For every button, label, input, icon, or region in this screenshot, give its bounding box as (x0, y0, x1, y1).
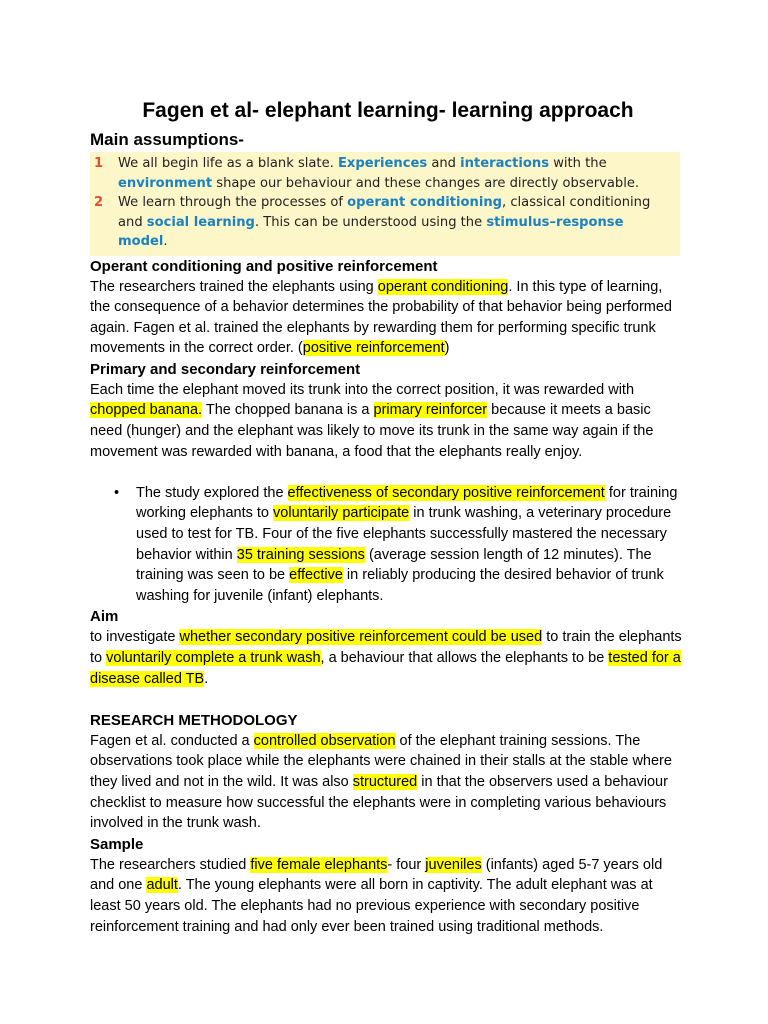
methodology-paragraph (90, 731, 682, 834)
assumption-text-part: We learn through the processes of (118, 195, 348, 210)
text-run: . In this type of learning, the consequence of a behavior determines the probability of that behavior being performed again. Fagen et al. trained the elephants by rewarding them for performing specific trunk movements in the correct order. ( (90, 278, 672, 357)
assumption-text-part: We all begin life as a blank slate. (118, 156, 338, 171)
main-assumptions-heading: Main assumptions- (90, 130, 244, 149)
text-run: . (204, 670, 209, 687)
text-run: (infants) aged 5-7 years old and one (90, 856, 663, 894)
assumption-text-part: , classical conditioning and (118, 195, 651, 230)
text-run: to train the elephants to (90, 629, 682, 666)
assumption-text-part: shape our behaviour and these changes are directly observable. (212, 175, 640, 191)
assumption-keyword: operant conditioning (347, 195, 503, 210)
text-run: , a behaviour that allows the elephants to be (320, 650, 609, 666)
text-run: (average session length of 12 minutes). The training was seen to be (136, 546, 652, 584)
highlight-text: tested for a disease called TB (90, 650, 681, 687)
highlight-text: whether secondary positive reinforcement could be used (179, 629, 543, 646)
highlight-text: voluntarily complete a trunk wash (106, 650, 321, 666)
highlight-text: structured (352, 773, 418, 790)
highlight-text: juveniles (425, 856, 482, 873)
highlight-text: operant conditioning (377, 278, 509, 295)
assumption-number: 2 (94, 195, 104, 210)
highlight-text: effectiveness of secondary positive reinforcement (287, 484, 605, 501)
text-run: in that the observers used a behaviour checklist to measure how successful the elephants were in completing various behaviours involved in the trunk wash. (90, 773, 668, 832)
text-run: Fagen et al. conducted a (90, 732, 254, 749)
highlight-text: primary reinforcer (373, 402, 488, 419)
assumption-text-part: and (427, 156, 461, 171)
assumption-text-part: . This can be understood using the (254, 214, 487, 230)
text-run: The chopped banana is a (202, 402, 374, 419)
highlight-text: adult (146, 877, 178, 894)
text-run: to investigate (90, 629, 180, 646)
assumption-number: 1 (94, 156, 104, 171)
text-run: - four (387, 856, 426, 873)
list-item (114, 483, 682, 607)
highlight-text: voluntarily participate (273, 505, 410, 522)
paragraph-gap (90, 462, 682, 483)
highlight-text: controlled observation (253, 732, 396, 749)
highlight-text: chopped banana. (90, 402, 203, 419)
highlight-text: effective (289, 567, 343, 584)
sample-heading: Sample (90, 835, 144, 853)
text-run: in reliably producing the desired behavior of trunk washing for juvenile (infant) elephants. (136, 567, 664, 604)
operant-heading: Operant conditioning and positive reinforcement (90, 257, 438, 275)
text-run: . The young elephants were all born in captivity. The adult elephant was at least 50 years old. The elephants had no previous experience with secondary positive reinforcement training and had only ever been trained using traditional methods. (90, 877, 653, 935)
highlight-text: five female elephants (250, 856, 388, 873)
highlight-text: positive reinforcement (302, 340, 445, 357)
text-run: ) (444, 340, 450, 357)
assumptions-callout (90, 152, 680, 256)
text-run: for training working elephants to (136, 484, 678, 522)
operant-paragraph (90, 277, 682, 359)
assumption-item-2 (94, 193, 674, 252)
assumption-text (118, 193, 674, 252)
assumption-item-1 (94, 154, 674, 193)
assumption-keyword: social learning (146, 214, 255, 230)
text-run: The researchers studied (90, 856, 251, 873)
text-run: of the elephant training sessions. The observations took place while the elephants were chained in their stalls at the stable where they lived and not in the wild. It was also (90, 732, 672, 790)
text-run: because it meets a basic need (hunger) and the elephant was likely to move its trunk in the same way again if the movement was rewarded with banana, a food that the elephants really enjoy. (90, 402, 654, 460)
aim-heading: Aim (90, 608, 119, 626)
text-run: Each time the elephant moved its trunk into the correct position, it was rewarded with (90, 381, 635, 398)
assumption-text-part: with the (549, 156, 607, 171)
bullet-icon: • (114, 484, 120, 501)
document-content (90, 96, 682, 937)
primary-paragraph (90, 380, 682, 462)
highlight-text: 35 training sessions (236, 546, 365, 563)
text-run: The study explored the (136, 484, 288, 501)
aim-paragraph (90, 627, 682, 689)
assumption-text (118, 154, 674, 193)
assumption-keyword: stimulus–response model (118, 214, 624, 249)
primary-secondary-heading: Primary and secondary reinforcement (90, 360, 361, 378)
assumption-text-part: . (163, 234, 168, 249)
paragraph-gap (90, 689, 682, 710)
study-bullet-list (90, 483, 682, 607)
assumption-keyword: environment (118, 175, 213, 191)
text-run: in trunk washing, a veterinary procedure used to test for TB. Four of the five elephants successfully mastered the necessary behavior within (136, 505, 672, 563)
assumption-keyword: interactions (460, 156, 550, 171)
sample-paragraph (90, 855, 682, 937)
assumption-keyword: Experiences (337, 156, 428, 171)
text-run: The researchers trained the elephants using (90, 278, 378, 295)
page-title: Fagen et al- elephant learning- learning approach (142, 99, 634, 122)
methodology-heading: RESEARCH METHODOLOGY (90, 711, 298, 729)
